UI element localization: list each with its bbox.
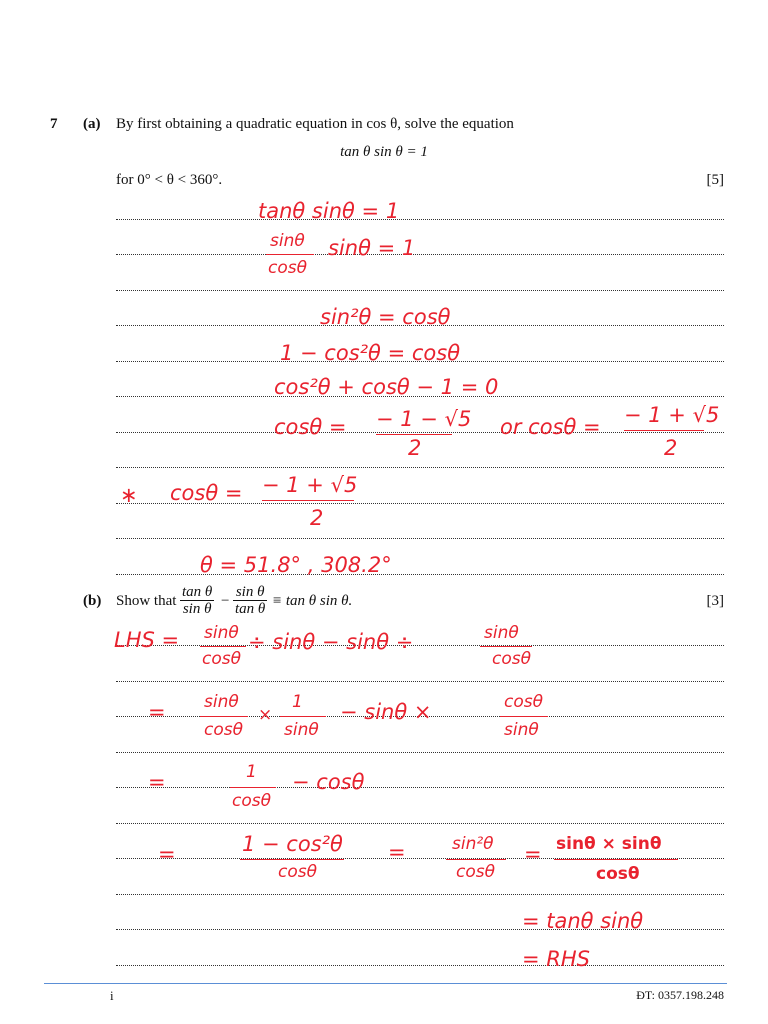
hw-a-l7-left: cosθ = bbox=[170, 481, 243, 505]
hw-b-r3-rest: − cosθ bbox=[292, 770, 365, 794]
hw-b-r4-num3: sinθ × sinθ bbox=[556, 834, 662, 854]
hw-a-l6-num2: − 1 + √5 bbox=[624, 403, 720, 427]
hw-b-r2-num1: sinθ bbox=[204, 692, 239, 712]
hw-a-l6-den2: 2 bbox=[664, 436, 678, 460]
part-b-fraction-2 bbox=[233, 584, 267, 617]
answer-line bbox=[116, 787, 724, 788]
hw-b-r3-eq: = bbox=[148, 770, 166, 794]
hw-b-r4-den1: cosθ bbox=[278, 862, 318, 882]
hw-b-r2-mid: − sinθ × bbox=[340, 700, 432, 724]
question-number: 7 bbox=[50, 116, 58, 132]
part-a-prompt: By first obtaining a quadratic equation in cos θ, solve the equation bbox=[116, 116, 514, 132]
hw-a-line3: sin²θ = cosθ bbox=[320, 305, 451, 329]
hw-b-r4-eq: = bbox=[158, 842, 176, 866]
part-b-frac2-num: sin θ bbox=[233, 584, 267, 601]
answer-line bbox=[116, 681, 724, 682]
hw-b-r2-num3: cosθ bbox=[504, 692, 544, 712]
answer-line bbox=[116, 823, 724, 824]
hw-b-r3-bar bbox=[230, 787, 276, 788]
hw-b-r2-den3: sinθ bbox=[504, 720, 539, 740]
hw-a-line4: 1 − cos²θ = cosθ bbox=[280, 341, 461, 365]
answer-line bbox=[116, 752, 724, 753]
hw-b-r2-den1: cosθ bbox=[204, 720, 244, 740]
hw-b-lhs: LHS = bbox=[114, 628, 180, 652]
hw-b-r4-bar1 bbox=[240, 859, 344, 860]
hw-a-l7-bar bbox=[262, 500, 354, 501]
hw-b-r6: = RHS bbox=[522, 947, 590, 971]
hw-b-r4-num1: 1 − cos²θ bbox=[242, 832, 343, 856]
footer-left-mark: i bbox=[110, 988, 114, 1003]
hw-b-r3-den: cosθ bbox=[232, 791, 272, 811]
answer-line bbox=[116, 538, 724, 539]
hw-a-l6-left: cosθ = bbox=[274, 415, 347, 439]
hw-b-r1-mid: ÷ sinθ − sinθ ÷ bbox=[248, 630, 414, 654]
hw-a-l6-or: or cosθ = bbox=[500, 415, 601, 439]
part-a-label: (a) bbox=[83, 116, 101, 132]
hw-a-l2-rest: sinθ = 1 bbox=[328, 236, 416, 260]
part-b-frac1-num: tan θ bbox=[182, 584, 213, 600]
part-b-marks: [3] bbox=[706, 593, 724, 609]
hw-a-line5: cos²θ + cosθ − 1 = 0 bbox=[274, 375, 499, 399]
part-b-minus: − bbox=[221, 593, 230, 609]
hw-b-r1-num2: sinθ bbox=[484, 623, 519, 643]
part-b-label: (b) bbox=[83, 593, 102, 609]
part-b-fraction-1 bbox=[180, 584, 214, 617]
hw-b-r2-bar1 bbox=[200, 716, 248, 717]
hw-b-r4-den3: cosθ bbox=[596, 864, 640, 884]
answer-line bbox=[116, 432, 724, 433]
hw-a-star: ∗ bbox=[120, 483, 138, 507]
part-a-equation: tan θ sin θ = 1 bbox=[340, 144, 428, 160]
hw-a-l2-num: sinθ bbox=[270, 231, 305, 251]
hw-a-l6-den: 2 bbox=[408, 436, 422, 460]
hw-b-r4-bar2 bbox=[446, 859, 506, 860]
hw-b-r1-den2: cosθ bbox=[492, 649, 532, 669]
hw-b-r1-bar2 bbox=[480, 646, 532, 647]
hw-a-l7-num: − 1 + √5 bbox=[262, 473, 358, 497]
hw-b-r2-bar3 bbox=[500, 716, 548, 717]
hw-b-r2-den2: sinθ bbox=[284, 720, 319, 740]
hw-a-l6-bar bbox=[376, 434, 452, 435]
answer-line bbox=[116, 219, 724, 220]
part-b-frac1-den: sin θ bbox=[182, 601, 212, 617]
hw-b-r4-den2: cosθ bbox=[456, 862, 496, 882]
part-b-prompt: Show that bbox=[116, 593, 177, 609]
hw-b-r4-num2: sin²θ bbox=[452, 834, 494, 854]
footer-phone: ĐT: 0357.198.248 bbox=[636, 988, 724, 1002]
hw-a-l6-num: − 1 − √5 bbox=[376, 407, 472, 431]
hw-a-l6-bar2 bbox=[624, 430, 704, 431]
answer-line bbox=[116, 894, 724, 895]
part-a-marks: [5] bbox=[706, 172, 724, 188]
answer-line bbox=[116, 965, 724, 966]
hw-b-r2-eq: = bbox=[148, 700, 166, 724]
hw-b-r3-num: 1 bbox=[246, 762, 257, 782]
part-b-identity: ≡ tan θ sin θ. bbox=[272, 593, 353, 609]
hw-b-r1-bar1 bbox=[200, 646, 246, 647]
hw-a-l7-den: 2 bbox=[310, 506, 324, 530]
hw-b-r4-eq2: = bbox=[388, 840, 406, 864]
hw-a-line1: tanθ sinθ = 1 bbox=[258, 199, 400, 223]
hw-b-r4-eq3: = bbox=[524, 842, 542, 866]
hw-b-r1-num1: sinθ bbox=[204, 623, 239, 643]
hw-b-r4-bar3 bbox=[554, 859, 678, 860]
hw-b-r2-num2: 1 bbox=[292, 692, 303, 712]
answer-line bbox=[116, 254, 724, 255]
part-b-frac2-den: tan θ bbox=[235, 601, 266, 617]
part-a-range: for 0° < θ < 360°. bbox=[116, 172, 223, 188]
hw-a-l2-bar bbox=[266, 254, 314, 255]
hw-a-l2-den: cosθ bbox=[268, 258, 308, 278]
hw-b-r2-times: × bbox=[258, 705, 273, 725]
answer-line bbox=[116, 290, 724, 291]
answer-line bbox=[116, 467, 724, 468]
hw-b-r1-den1: cosθ bbox=[202, 649, 242, 669]
hw-b-r2-bar2 bbox=[280, 716, 326, 717]
hw-a-line8: θ = 51.8° , 308.2° bbox=[200, 553, 392, 577]
hw-b-r5: = tanθ sinθ bbox=[522, 909, 644, 933]
footer-rule bbox=[44, 983, 727, 984]
